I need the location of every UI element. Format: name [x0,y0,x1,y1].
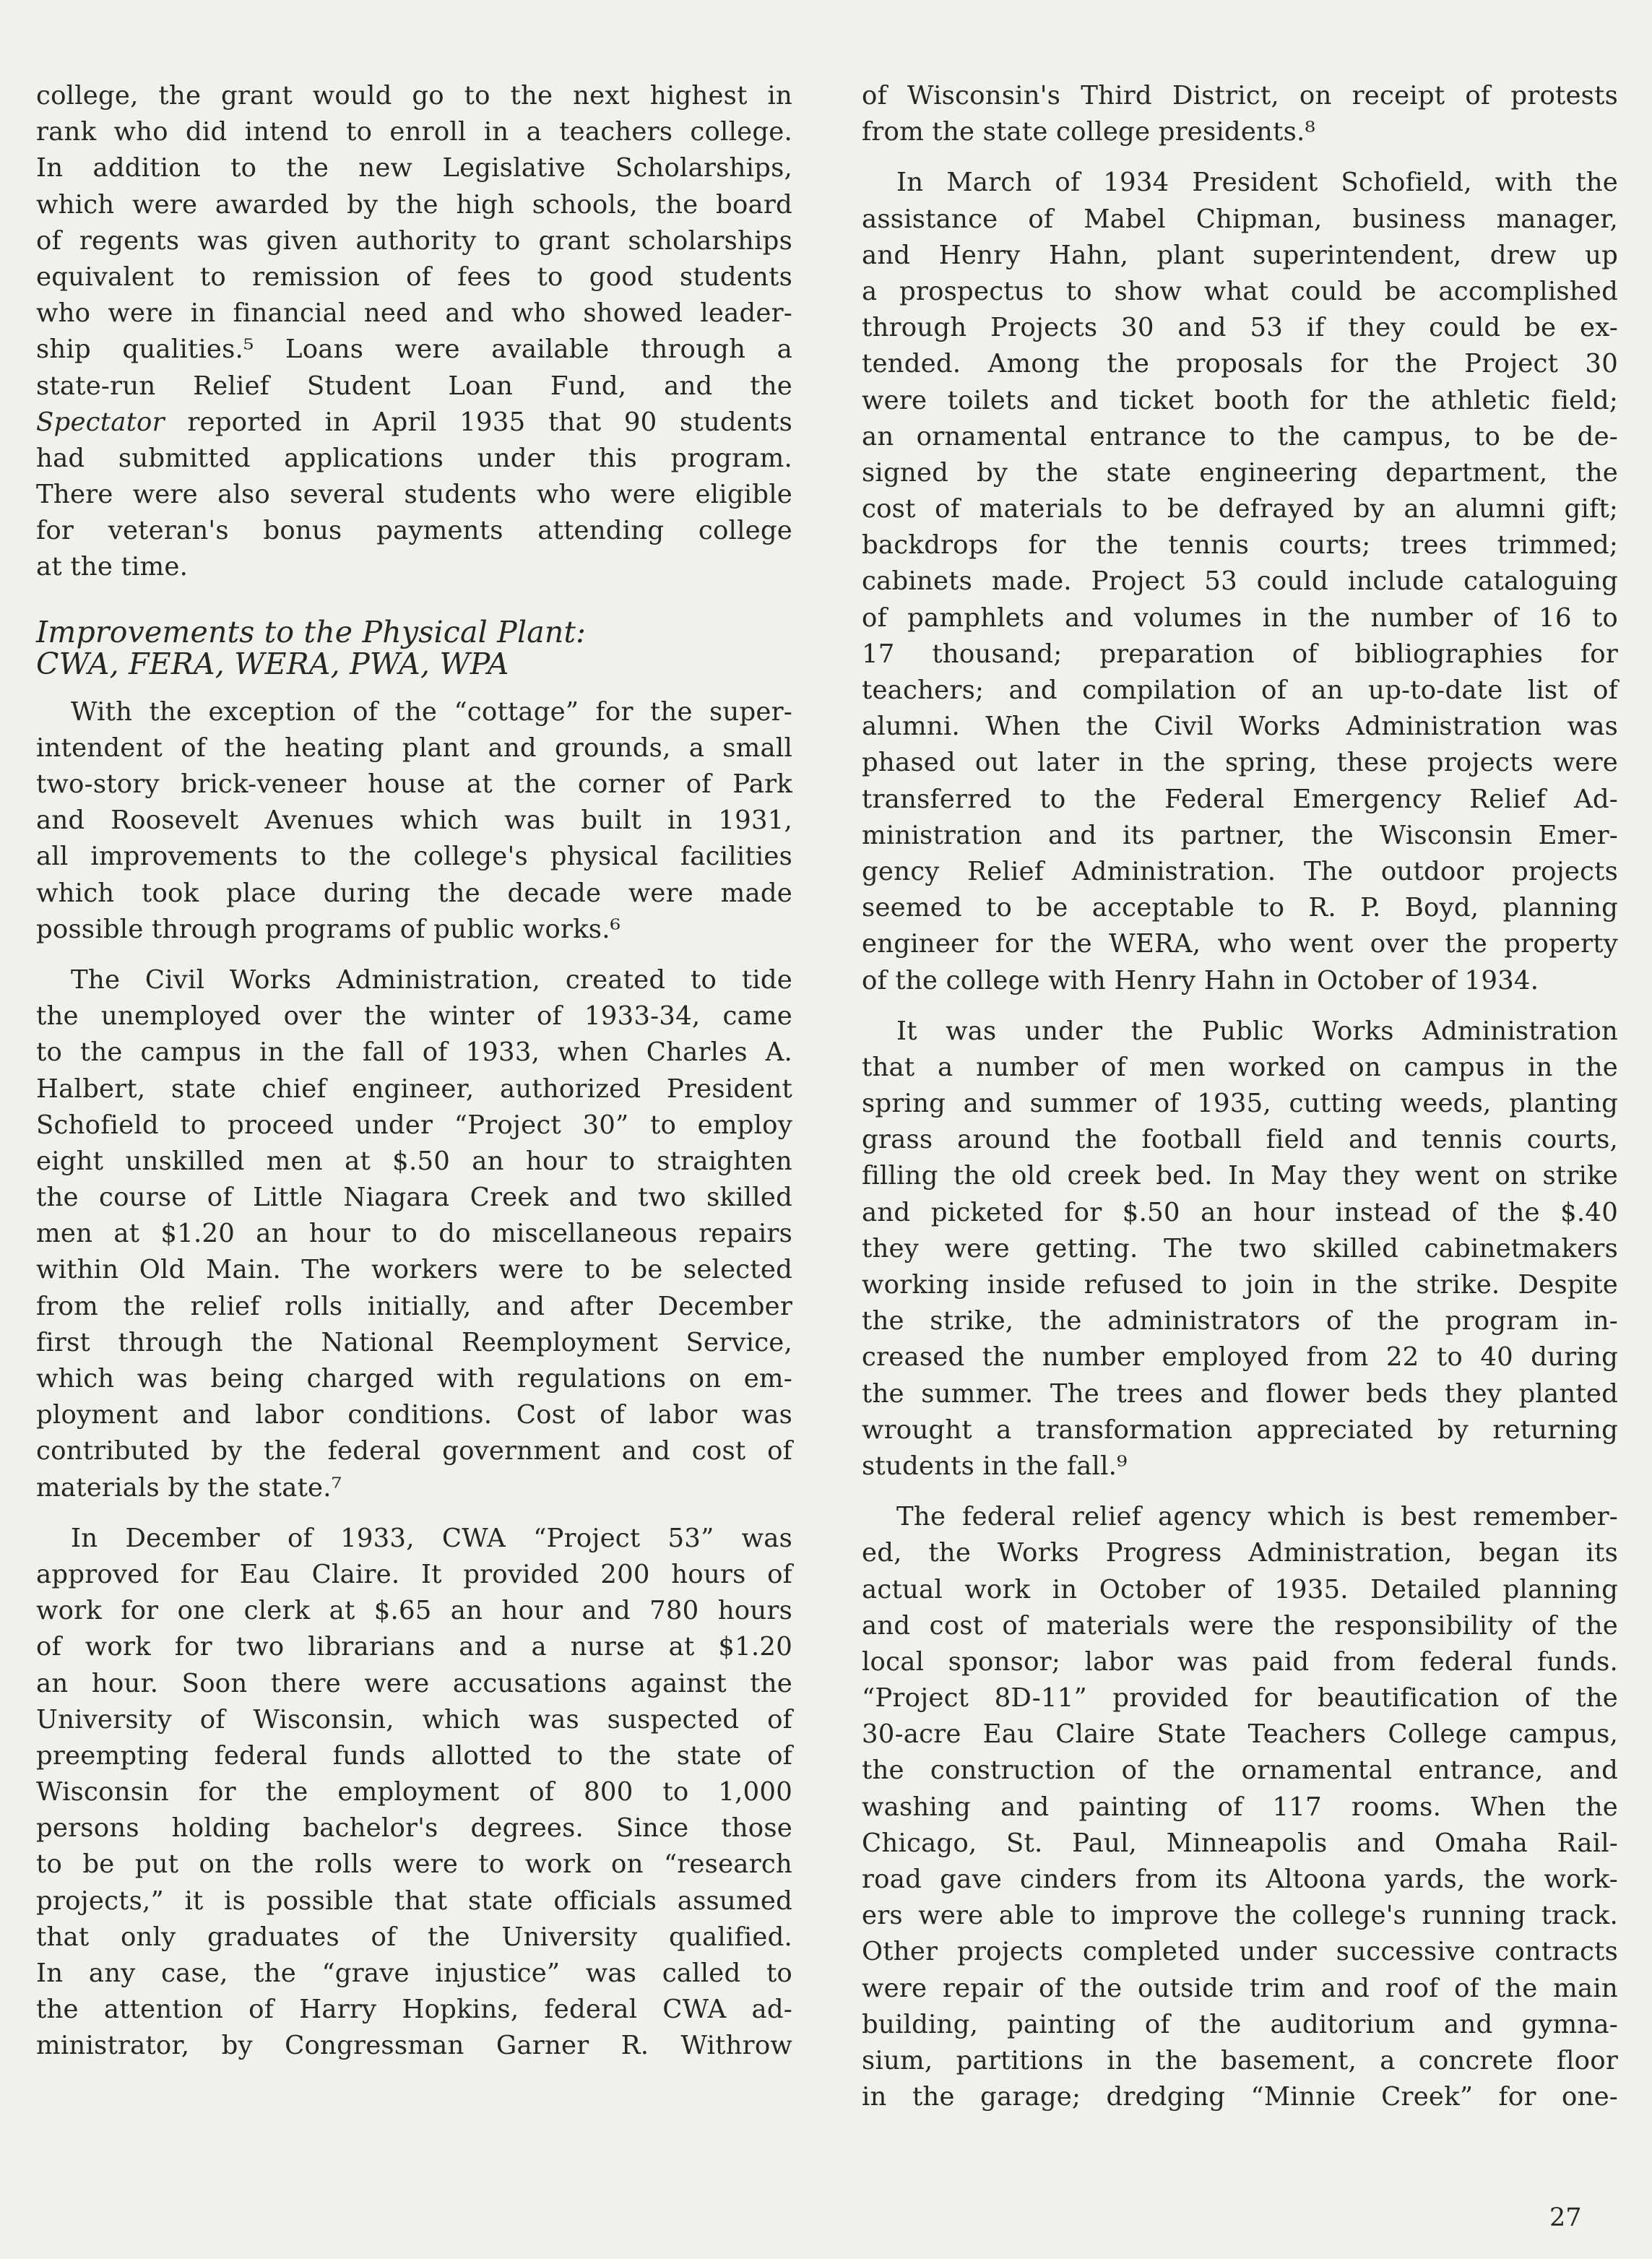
text-line: college, the grant would go to the next highest in [36,81,792,111]
text-line: who were in financial need and who showed leader- [36,298,792,329]
text-line: equivalent to remission of fees to good students [36,262,792,292]
paragraph [862,78,1618,165]
text-line: teachers; and compilation of an up-to-date list of [862,675,1618,705]
text-line: local sponsor; labor was paid from federal funds. [862,1646,1618,1677]
text-line: ers were able to improve the college's running track. [862,1901,1618,1931]
text-line: The Civil Works Administration, created to tide [71,964,792,995]
text-line: contributed by the federal government and cost of [36,1436,792,1467]
text-line: were toilets and ticket booth for the athletic field; [862,385,1618,415]
left-column [36,78,792,2079]
text-line: of pamphlets and volumes in the number of 16 to [862,602,1618,633]
text-line: men at $1.20 an hour to do miscellaneous repairs [36,1219,792,1249]
text-line: which was being charged with regulations on em- [36,1364,792,1394]
text-line: from the state college presidents.⁸ [862,117,1315,147]
paragraph [36,694,792,962]
text-line: ployment and labor conditions. Cost of labor was [36,1400,792,1430]
text-line: rank who did intend to enroll in a teachers college. [36,117,792,147]
text-line: ship qualities.⁵ Loans were available through a [36,334,792,365]
page-number: 27 [1549,2203,1582,2232]
text-line: to be put on the rolls were to work on “research [36,1849,792,1880]
text-line: from the relief rolls initially, and after December [36,1291,792,1321]
text-line: materials by the state.⁷ [36,1472,342,1503]
text-line: alumni. When the Civil Works Administration was [862,712,1618,742]
text-line: at the time. [36,552,189,582]
text-line: of work for two librarians and a nurse at $1.20 [36,1632,792,1662]
text-line: the attention of Harry Hopkins, federal CWA ad- [36,1995,792,2025]
text-line: backdrops for the tennis courts; trees trimmed; [862,530,1618,561]
text-line: persons holding bachelor's degrees. Since those [36,1813,792,1844]
text-line: projects,” it is possible that state officials assumed [36,1886,792,1916]
paragraph [862,1499,1618,2130]
text-line: phased out later in the spring, these projects were [862,748,1618,778]
text-line: the strike, the administrators of the program in- [862,1306,1618,1336]
text-line: all improvements to the college's physical facilities [36,842,792,872]
paragraph [862,165,1618,1013]
text-line: signed by the state engineering department, the [862,457,1618,488]
text-line: Schofield to proceed under “Project 30” to employ [36,1110,792,1140]
text-line: the unemployed over the winter of 1933-34, came [36,1001,792,1032]
text-line: assistance of Mabel Chipman, business manager, [862,204,1618,234]
text-line: eight unskilled men at $.50 an hour to straighten [36,1146,792,1176]
text-line: within Old Main. The workers were to be selected [36,1255,792,1285]
text-line: the construction of the ornamental entrance, and [862,1755,1618,1786]
text-line: had submitted applications under this program. [36,443,792,473]
text-line: gency Relief Administration. The outdoor projects [862,856,1618,886]
text-line: In December of 1933, CWA “Project 53” was [71,1523,792,1553]
text-line: Chicago, St. Paul, Minneapolis and Omaha Rail- [862,1828,1618,1858]
text-line: and cost of materials were the responsibility of the [862,1610,1618,1641]
text-line: for veteran's bonus payments attending college [36,516,792,546]
text-line: wrought a transformation appreciated by returning [862,1414,1618,1445]
text-line: of the college with Henry Hahn in October of 1934. [862,965,1539,995]
text-line: and picketed for $.50 an hour instead of the $.40 [862,1197,1618,1227]
text-line: which were awarded by the high schools, the board [36,189,792,220]
text-line: Spectator reported in April 1935 that 90 students [36,407,792,437]
text-line: engineer for the WERA, who went over the property [862,929,1618,959]
text-line: ministration and its partner, the Wisconsin Emer- [862,820,1618,850]
text-line: cost of materials to be defrayed by an alumni gift; [862,494,1618,524]
text-line: ministrator, by Congressman Garner R. Withrow [36,2031,792,2061]
paragraph [36,1521,792,2079]
text-line: tended. Among the proposals for the Project 30 [862,349,1618,379]
text-line: they were getting. The two skilled cabinetmakers [862,1233,1618,1264]
paragraph [36,962,792,1521]
text-line: Halbert, state chief engineer, authorized President [36,1074,792,1104]
section-heading [36,616,792,680]
text-line: possible through programs of public works.⁶ [36,914,621,944]
paragraph [862,1014,1618,1499]
text-line: approved for Eau Claire. It provided 200 hours of [36,1559,792,1589]
text-line: through Projects 30 and 53 if they could be ex- [862,313,1618,343]
text-line: and Roosevelt Avenues which was built in 1931, [36,805,792,836]
text-line: two-story brick-veneer house at the corner of Park [36,769,792,799]
text-line: the course of Little Niagara Creek and two skilled [36,1183,792,1213]
text-line: road gave cinders from its Altoona yards, the work- [862,1865,1618,1894]
text-line: preempting federal funds allotted to the state of [36,1740,792,1771]
text-line: an ornamental entrance to the campus, to be de- [862,421,1618,452]
paragraph [36,78,792,600]
text-line: building, painting of the auditorium and gymna- [862,2009,1618,2039]
text-line: of regents was given authority to grant scholarships [36,225,792,256]
heading-line: CWA, FERA, WERA, PWA, WPA [36,646,509,681]
text-line: The federal relief agency which is best remember- [896,1502,1618,1532]
right-column [862,78,1618,2130]
text-line: In any case, the “grave injustice” was called to [36,1958,792,1988]
text-line: were repair of the outside trim and roof of the main [862,1973,1618,2003]
text-line: 30-acre Eau Claire State Teachers College campus, [862,1719,1618,1750]
text-line: In addition to the new Legislative Scholarships, [36,153,792,183]
text-line: working inside refused to join in the strike. Despite [862,1270,1618,1300]
text-line: ed, the Works Progress Administration, began its [862,1538,1618,1568]
text-line: Wisconsin for the employment of 800 to 1,000 [36,1777,792,1807]
text-line: a prospectus to show what could be accomplished [862,276,1618,306]
text-line: state-run Relief Student Loan Fund, and the [36,371,792,401]
text-line: In March of 1934 President Schofield, with the [896,168,1618,198]
text-line: With the exception of the “cottage” for the super- [71,696,792,727]
text-line: to the campus in the fall of 1933, when Charles A. [36,1037,792,1068]
text-line: that only graduates of the University qualified. [36,1922,792,1952]
text-line: creased the number employed from 22 to 40 during [862,1342,1618,1373]
text-line: the summer. The trees and flower beds they planted [862,1378,1618,1409]
text-line: and Henry Hahn, plant superintendent, drew up [862,240,1618,270]
text-line: There were also several students who were eligible [36,480,792,510]
text-line: University of Wisconsin, which was suspected of [36,1704,792,1735]
text-line: work for one clerk at $.65 an hour and 780 hours [36,1596,792,1626]
text-line: that a number of men worked on campus in the [862,1052,1618,1082]
text-line: which took place during the decade were made [36,878,792,908]
text-line: 17 thousand; preparation of bibliographies for [862,639,1618,669]
text-line: intendent of the heating plant and grounds, a small [36,733,792,763]
text-line: actual work in October of 1935. Detailed planning [862,1574,1618,1604]
text-line: in the garage; dredging “Minnie Creek” for one- [862,2082,1618,2112]
text-line: first through the National Reemployment Service, [36,1327,792,1357]
text-line: transferred to the Federal Emergency Relief Ad- [862,784,1618,814]
text-line: sium, partitions in the basement, a concrete floor [862,2045,1618,2076]
text-line: Other projects completed under successive contracts [862,1937,1618,1967]
text-line: washing and painting of 117 rooms. When the [862,1792,1618,1822]
text-line: an hour. Soon there were accusations against the [36,1668,792,1698]
text-line: students in the fall.⁹ [862,1451,1128,1481]
text-line: spring and summer of 1935, cutting weeds, planting [862,1089,1618,1119]
text-line: grass around the football field and tennis courts, [862,1125,1618,1155]
text-line: filling the old creek bed. In May they went on strike [862,1161,1618,1191]
text-line: cabinets made. Project 53 could include cataloguing [862,566,1618,597]
text-line: “Project 8D-11” provided for beautification of the [862,1683,1618,1714]
text-line: It was under the Public Works Administration [896,1016,1618,1046]
text-line: of Wisconsin's Third District, on receipt of protests [862,81,1618,111]
heading-line: Improvements to the Physical Plant: [36,614,587,649]
text-line: seemed to be acceptable to R. P. Boyd, planning [862,893,1618,923]
